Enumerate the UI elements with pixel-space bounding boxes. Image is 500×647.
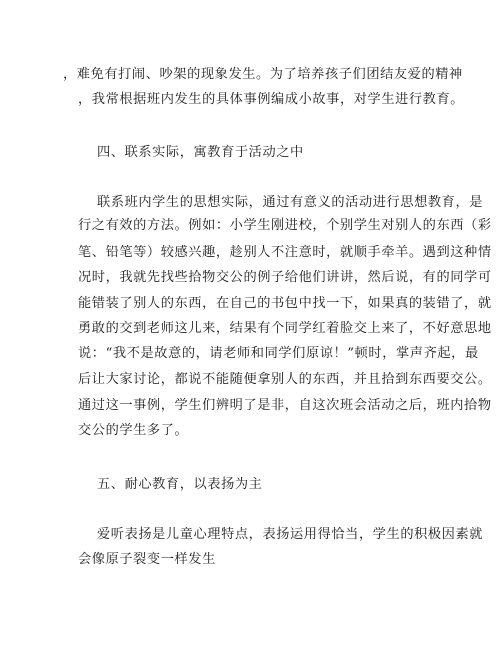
section-5-heading: 五、耐心教育，以表扬为主 [97, 477, 263, 492]
intro-line-2: ，我常根据班内发生的具体事例编成小故事，对学生进行教育。 [78, 92, 465, 107]
section-4-heading: 四、联系实际，寓教育于活动之中 [97, 145, 304, 160]
section-4-line-6: 勇敢的交到老师这儿来，结果有个同学红着脸交上来了，不好意思地 [78, 321, 492, 336]
section-4-line-2: 行之有效的方法。例如：小学生刚进校，个别学生对别人的东西（彩 [78, 218, 492, 233]
section-4-line-5: 能错装了别人的东西，在自己的书包中找一下，如果真的装错了，就 [78, 296, 492, 311]
section-5-line-1: 爱听表扬是儿童心理特点，表扬运用得恰当，学生的积极因素就 [97, 527, 484, 542]
section-4-line-7: 说：“我不是故意的，请老师和同学们原谅！”顿时，掌声齐起，最 [78, 346, 479, 361]
section-4-line-3: 笔、铅笔等）较感兴趣，趁别人不注意时，就顺手牵羊。遇到这种情 [78, 245, 492, 260]
section-4-line-1: 联系班内学生的思想实际，通过有意义的活动进行思想教育，是 [97, 195, 484, 210]
section-4-line-8: 后让大家讨论，都说不能随便拿别人的东西，并且拾到东西要交公。 [78, 372, 492, 387]
section-4-line-10: 交公的学生多了。 [78, 423, 189, 438]
intro-line-1: ，难免有打闹、吵架的现象发生。为了培养孩子们团结友爱的精神 [63, 67, 463, 82]
section-4-line-4: 况时，我就先找些拾物交公的例子给他们讲讲，然后说，有的同学可 [78, 270, 492, 285]
section-4-line-9: 通过这一事例，学生们辨明了是非，自这次班会活动之后，班内拾物 [78, 398, 492, 413]
section-5-line-2: 会像原子裂变一样发生 [78, 552, 216, 567]
